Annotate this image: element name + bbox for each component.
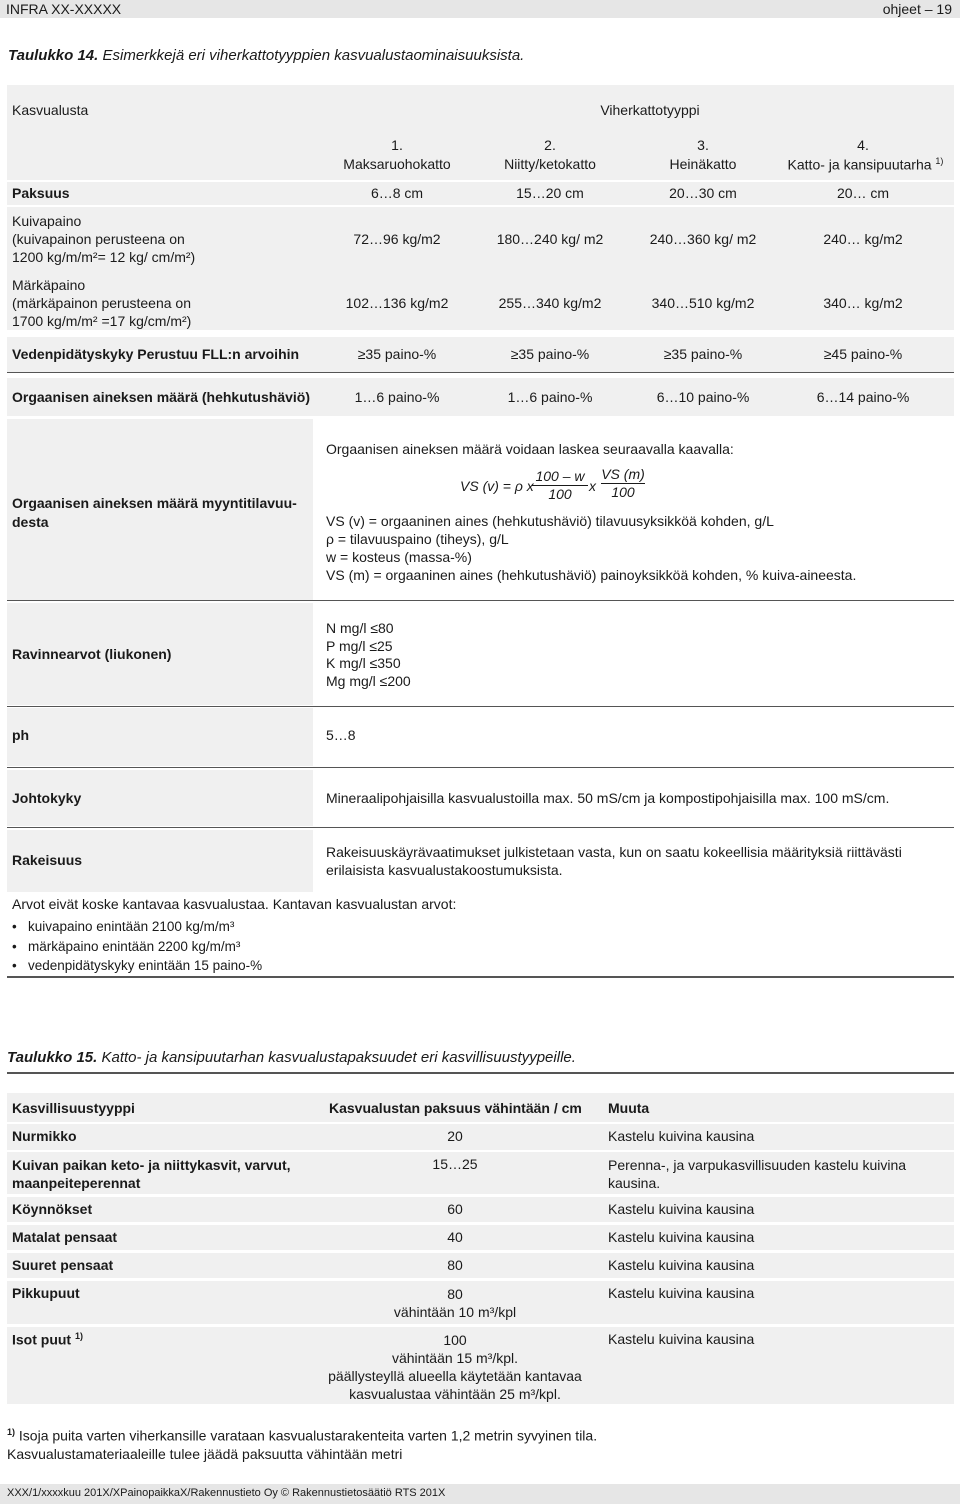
- col-viherkattotyyppi: Viherkattotyyppi: [600, 102, 700, 118]
- vedenpidatys-2: ≥35 paino-%: [510, 346, 590, 362]
- paksuus-1: 6…8 cm: [370, 185, 424, 201]
- myynti-label: Orgaanisen aineksen määrä myyntitilavuu- desta: [12, 495, 297, 530]
- orgaaninen-3: 6…10 paino-%: [656, 389, 750, 405]
- t15-row-note: Kastelu kuivina kausina: [608, 1201, 755, 1217]
- type-1-num: 1.: [391, 137, 403, 153]
- type-3-num: 3.: [697, 137, 709, 153]
- t15-row-thickness: 20: [447, 1128, 463, 1144]
- type-4-name: Katto- ja kansipuutarha $^{1)}$: [787, 156, 944, 173]
- t15-row-note: Kastelu kuivina kausina: [608, 1285, 755, 1301]
- rakeisuus-value: Rakeisuuskäyrävaatimukset julkistetaan vasta, kun on saatu kokeellisia määrityksiä riittävästi erilaisista kasvualustakoostumuksista.: [326, 844, 902, 878]
- paksuus-3: 20…30 cm: [669, 185, 737, 201]
- formula-intro: Orgaanisen aineksen määrä voidaan laskea seuraavalla kaavalla:: [326, 441, 734, 457]
- paksuus-2: 15…20 cm: [516, 185, 584, 201]
- formula-times: x: [589, 478, 596, 494]
- t15-row-type: Kuivan paikan keto- ja niittykasvit, varvut, maanpeiteperennat: [12, 1157, 291, 1191]
- table14-caption-text: Esimerkkejä eri viherkattotyyppien kasvualustaominaisuuksista.: [102, 47, 525, 64]
- orgaaninen-2: 1…6 paino-%: [507, 389, 593, 405]
- kuivapaino-4: 240… kg/m2: [823, 231, 903, 247]
- orgaaninen-1: 1…6 paino-%: [354, 389, 440, 405]
- t15-row-note: Kastelu kuivina kausina: [608, 1128, 755, 1144]
- vedenpidatys-4: ≥45 paino-%: [823, 346, 903, 362]
- ph-value: 5…8: [326, 727, 356, 743]
- t15-col-notes: Muuta: [608, 1100, 650, 1116]
- paksuus-4: 20… cm: [836, 185, 890, 201]
- t15-row-type: Nurmikko: [12, 1128, 77, 1144]
- t15-row-type: Pikkupuut: [12, 1285, 80, 1301]
- table15-caption: Taulukko 15. Katto- ja kansipuutarhan kasvualustapaksuudet eri kasvillisuustyypeille.: [7, 1049, 576, 1066]
- rakeisuus-label: Rakeisuus: [12, 852, 83, 868]
- table15-footnotes: $^{1)}$ Isoja puita varten viherkansille varataan kasvualustarakenteita varten 1,2 metrin syvyinen tila. Kasvualustamateriaaleille tulee jäädä paksuutta vähintään metri: [7, 1427, 598, 1462]
- note-bullets: • kuivapaino enintään 2100 kg/m/m³ • märkäpaino enintään 2200 kg/m/m³ • vedenpidätyskyky enintään 15 paino-%: [12, 919, 263, 973]
- vedenpidatys-1: ≥35 paino-%: [357, 346, 437, 362]
- markapaino-label: Märkäpaino (märkäpainon perusteena on 1700 kg/m/m² =17 kg/cm/m²): [12, 277, 192, 329]
- johtokyky-label: Johtokyky: [12, 790, 82, 806]
- divider: [7, 827, 954, 828]
- orgaaninen-4: 6…14 paino-%: [816, 389, 910, 405]
- t15-row-note: Perenna-, ja varpukasvillisuuden kastelu kuivina kausina.: [608, 1157, 907, 1191]
- t15-row-thickness: 100 vähintään 15 m³/kpl. päällysteyllä alueella käytetään kantavaa kasvualustaa vähintään 25 m³/kpl.: [328, 1332, 582, 1402]
- doc-code: INFRA XX-XXXXX: [6, 1, 122, 17]
- table14-bottom-rule: [7, 976, 954, 978]
- t15-row-type: Suuret pensaat: [12, 1257, 114, 1273]
- kuivapaino-2: 180…240 kg/ m2: [496, 231, 604, 247]
- ravinne-label: Ravinnearvot (liukonen): [12, 646, 172, 662]
- formula-lhs: VS (v) = ρ x: [460, 478, 534, 494]
- t15-row-note: Kastelu kuivina kausina: [608, 1229, 755, 1245]
- divider: [7, 706, 954, 707]
- ph-label: ph: [12, 727, 30, 743]
- table14-caption: [8, 47, 524, 64]
- kuivapaino-1: 72…96 kg/m2: [353, 231, 441, 247]
- vedenpidatys-3: ≥35 paino-%: [663, 346, 743, 362]
- page-number: ohjeet – 19: [882, 1, 952, 17]
- t15-row-note: Kastelu kuivina kausina: [608, 1331, 755, 1347]
- type-1-name: Maksaruohokatto: [343, 156, 451, 172]
- markapaino-3: 340…510 kg/m2: [651, 295, 755, 311]
- t15-row-type: Isot puut $^{1)}$: [12, 1331, 84, 1348]
- type-3-name: Heinäkatto: [669, 156, 737, 172]
- divider: [7, 767, 954, 768]
- t15-col-type: Kasvillisuustyyppi: [12, 1100, 135, 1116]
- col-kasvualusta: Kasvualusta: [12, 102, 89, 118]
- footer-text: XXX/1/xxxxkuu 201X/XPainopaikkaX/Rakennustieto Oy © Rakennustietosäätiö RTS 201X: [7, 1487, 446, 1499]
- type-2-num: 2.: [544, 137, 556, 153]
- page-header-bar: [0, 0, 960, 18]
- t15-row-thickness: 80 vähintään 10 m³/kpl: [393, 1286, 517, 1320]
- formula-fraction-2: VS (m) 100: [601, 466, 645, 500]
- t15-row-type: Köynnökset: [12, 1201, 93, 1217]
- formula-fraction-1: 100 – w 100: [532, 468, 588, 503]
- divider: [7, 372, 954, 373]
- formula-definitions: VS (v) = orgaaninen aines (hehkutushäviö) tilavuusyksikköä kohden, g/L ρ = tilavuuspaino (tiheys), g/L w = kosteus (massa-%) VS (m) = orgaaninen aines (hehkutushäviö) painoyksikköä kohden, % kuiva-aineesta.: [326, 513, 857, 583]
- ravinne-values: N mg/l ≤80 P mg/l ≤25 K mg/l ≤350 Mg mg/l ≤200: [326, 620, 411, 689]
- table14-caption-label: Taulukko 14.: [8, 47, 99, 64]
- table15-top-rule: [7, 1072, 954, 1074]
- t15-row-thickness: 15…25: [432, 1156, 478, 1172]
- t15-row-thickness: 80: [447, 1257, 463, 1273]
- t15-col-thickness: Kasvualustan paksuus vähintään / cm: [329, 1100, 582, 1116]
- markapaino-2: 255…340 kg/m2: [498, 295, 602, 311]
- kuivapaino-label: Kuivapaino (kuivapainon perusteena on 1200 kg/m/m²= 12 kg/ cm/m²): [12, 213, 196, 265]
- type-2-name: Niitty/ketokatto: [504, 156, 596, 172]
- markapaino-1: 102…136 kg/m2: [345, 295, 449, 311]
- type-4-num: 4.: [857, 137, 869, 153]
- t15-row-thickness: 40: [447, 1229, 463, 1245]
- ph-label-bg: [7, 708, 313, 766]
- orgaaninen-label: Orgaanisen aineksen määrä (hehkutushäviö): [12, 389, 310, 405]
- note-intro: Arvot eivät koske kantavaa kasvualustaa. Kantavan kasvualustan arvot:: [12, 896, 457, 912]
- divider: [7, 600, 954, 601]
- t15-row-note: Kastelu kuivina kausina: [608, 1257, 755, 1273]
- paksuus-label: Paksuus: [12, 185, 70, 201]
- t15-row-type: Matalat pensaat: [12, 1229, 118, 1245]
- markapaino-4: 340… kg/m2: [823, 295, 903, 311]
- kuivapaino-3: 240…360 kg/ m2: [649, 231, 757, 247]
- vedenpidatys-label: Vedenpidätyskyky Perustuu FLL:n arvoihin: [12, 346, 300, 362]
- johtokyky-value: Mineraalipohjaisilla kasvualustoilla max. 50 mS/cm ja kompostipohjaisilla max. 100 mS/cm.: [326, 790, 890, 806]
- t15-row-thickness: 60: [447, 1201, 463, 1217]
